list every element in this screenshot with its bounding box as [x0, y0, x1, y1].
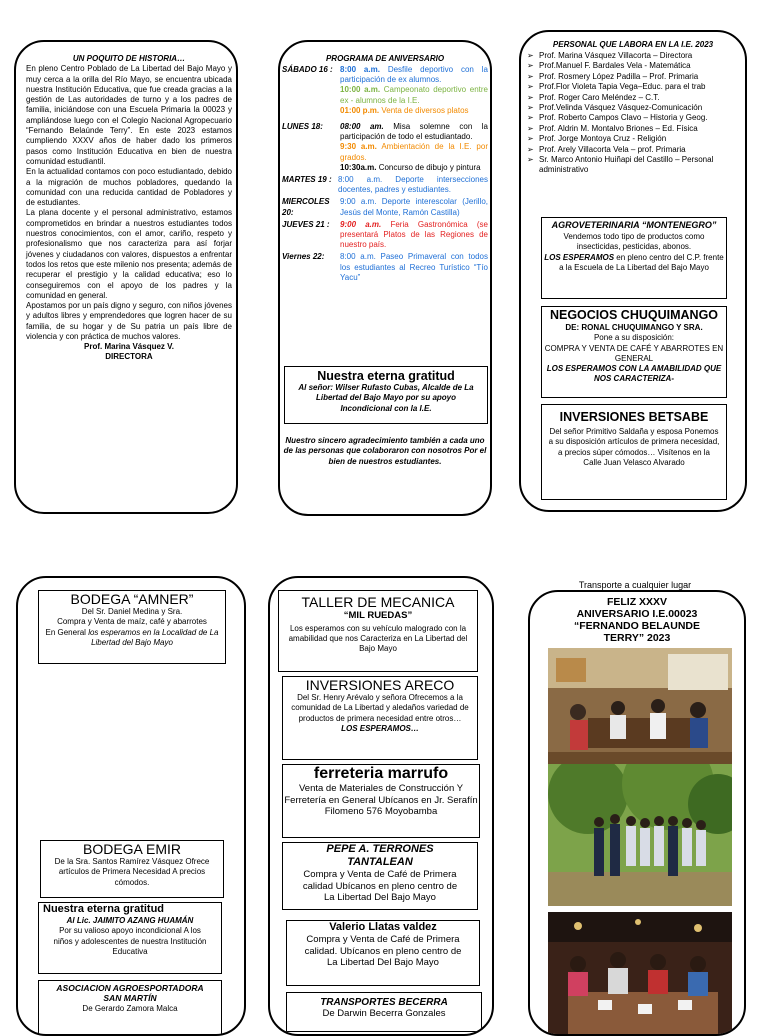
photo-group-outdoors — [548, 764, 732, 906]
bodegas-panel — [16, 576, 246, 1036]
event-time: 9:30 a.m. — [340, 142, 377, 152]
photo-group-image — [548, 764, 732, 906]
event-text: 8:00 a.m. Deporte intersecciones docentes, padres y estudiantes. — [338, 175, 488, 195]
ad-text: los esperamos en la Localidad de La Libertad del Bajo Mayo — [88, 627, 219, 647]
day-label: MIERCOLES 20: — [282, 197, 330, 217]
ad-valerio-llatas — [286, 920, 480, 986]
event-text: Feria Gastronómica (se presentará Platos de las Regiones de nuestro país. — [340, 219, 488, 250]
photo-classroom-image — [548, 648, 732, 782]
staff-item: ➢ Sr. Marco Antonio Huiñapi del Castillo – Personal administrativo — [527, 155, 739, 176]
history-paragraph-1: En pleno Centro Poblado de La Libertad del Bajo Mayo y muy cerca a la orilla del Río Mayo, se encuentra ubicada nuestra Institución Educativa, que fue creada gracias a la gestión de Las autoridades de turno y a los padres de familia, iniciándose con una Escuela Primaria la 00023 y ampliándose luego con el Colegio Nacional Agropecuario “Fernando Belaúnde Terry”. En este 2023 estamos cumpliendo XXXV años de haber dado los primeros pasos como Institución Educativa en bien de nuestra comunidad estudiantil. — [26, 64, 232, 166]
staff-item: ➢ Prof.Velinda Vásquez Vásquez-Comunicación — [527, 103, 739, 113]
ad-title: BODEGA “AMNER” — [70, 591, 194, 607]
ad-title: TALLER DE MECANICA — [301, 594, 455, 610]
event-time: 01:00 p.m. — [340, 105, 380, 115]
ad-text: Los esperamos con su vehículo malogrado con la amabilidad que nos Caracteriza en La Libertad del Bajo Mayo — [288, 623, 468, 654]
day-label: MARTES 19 : — [282, 175, 332, 185]
event-text: Campeonato deportivo entre ex - alumnos de la I.E. — [340, 85, 488, 105]
ad-text: Venta de Materiales de Construcción Y Ferretería en General Ubícanos en Jr. Serafín Filomeno 576 Moyobamba — [284, 783, 478, 817]
history-paragraph-3: La plana docente y el personal administrativo, estamos comprometidos en brindar a nuestros estudiantes todos nuestros conocimientos, con el amor, cariño, respeto y profesionalismo que nos caracteriza para así forjar jóvenes y ciudadanos con valores, dispuestos a enfrentar todos los retos que este milenio nos presenta; además de recuperar el prestigio y la calidad educativa; eso lo conseguiremos con el apoyo de los padres y la comunidad en general. — [26, 208, 232, 300]
ad-text: De la Sra. Santos Ramírez Vásquez Ofrece artículos de Primera Necesidad A precios cómodos. — [54, 857, 210, 887]
event-time: 08:00 am. — [340, 122, 384, 132]
event-time: 8:00 a.m. — [340, 65, 380, 74]
program-day-monday — [282, 122, 488, 173]
staff-item: ➢ Prof. Jorge Montoya Cruz - Religión — [527, 134, 739, 144]
signature-role: DIRECTORA — [105, 352, 153, 362]
staff-item: ➢ Prof. Roger Caro Meléndez – C.T. — [527, 93, 739, 103]
ad-highlight: LOS ESPERAMOS — [544, 252, 615, 262]
day-label: JUEVES 21 : — [282, 219, 330, 229]
thanks-text: Nuestro sincero agradecimiento también a cada uno de las personas que colaboraron con nosotros Por el bien de nuestros estudiantes. — [283, 436, 487, 466]
event-text: Misa solemne con la participación de todo el estudiantado. — [340, 122, 488, 142]
program-day-friday — [282, 252, 488, 283]
gratitude-title: Nuestra eterna gratitud — [317, 369, 455, 383]
signature-name: Prof. Marina Vásquez V. — [84, 342, 174, 352]
ad-text: Del Sr. Henry Arévalo y señora Ofrecemos a la comunidad de La Libertad y aledaños variedad de productos de primera necesidad entre otros… — [291, 693, 469, 723]
ad-inversiones-areco — [282, 676, 478, 760]
ad-pepe-terrones — [282, 842, 478, 910]
anniversary-line: “FERNANDO BELAUNDE — [574, 620, 700, 632]
staff-list — [527, 51, 739, 176]
ad-title: ferreteria marrufo — [313, 765, 449, 782]
ad-text: LOS ESPERAMOS CON LA AMABILIDAD QUE NOS CARACTERIZA- — [546, 364, 722, 384]
event-text: Venta de diversos platos — [379, 105, 469, 115]
ad-title: Valerio Llatas valdez — [329, 921, 437, 933]
event-text: Ambientación de la I.E. por grados. — [340, 142, 488, 162]
ad-text: Del Sr. Daniel Medina y Sra. — [81, 607, 183, 616]
staff-panel — [519, 30, 747, 512]
program-day-tuesday — [282, 175, 488, 195]
ad-title: PEPE A. TERRONES TANTALEAN — [326, 843, 434, 868]
event-text: 9:00 a.m. Deporte interescolar (Jerillo, Jesús del Monte, Ramón Castilla) — [340, 197, 488, 217]
ad-inversiones-betsabe — [541, 404, 727, 500]
ad-title: INVERSIONES ARECO — [305, 677, 455, 693]
ad-text: Compra y Venta de maíz, café y abarrotes — [57, 617, 207, 627]
staff-item: ➢ Prof.Flor Violeta Tapia Vega–Educ. para el trab — [527, 82, 739, 92]
ad-text: COMPRA Y VENTA DE CAFÉ Y ABARROTES EN GENERAL — [544, 343, 724, 363]
staff-item: ➢ Prof.Manuel F. Bardales Vela - Matemática — [527, 61, 739, 71]
ad-ferreteria-marrufo — [282, 764, 480, 838]
gratitude-box-2 — [38, 902, 222, 974]
ad-title: BODEGA EMIR — [82, 841, 182, 857]
ad-owner: De Gerardo Zamora Malca — [82, 1003, 178, 1013]
history-paragraph-2: En la actualidad contamos con poco estudiantado, debido a la migración de muchos pobladores, quedando la comunidad con una reducida cantidad de Pobladores y de estudiantes. — [26, 167, 232, 208]
event-time: 10:00 a.m. — [340, 85, 381, 95]
ad-text: Compra y Venta de Café de Primera calidad Ubícanos en pleno centro de La Libertad Del Bajo Mayo — [302, 869, 458, 903]
ad-bodega-emir — [40, 840, 224, 898]
program-day-wednesday — [282, 197, 488, 217]
gratitude-text: Al señor: Wilser Rufasto Cubas, Alcalde de La Libertad del Bajo Mayo por su apoyo Incondicional con la I.E. — [298, 383, 474, 413]
ad-text: Pone a su disposición: — [593, 333, 675, 343]
ad-text: en pleno centro del C.P. frente a la Escuela de La Libertad del Bajo Mayo — [559, 252, 724, 272]
staff-title: PERSONAL QUE LABORA EN LA I.E. 2023 — [552, 40, 714, 49]
staff-item: ➢ Prof. Arely Villacorta Vela – prof. Primaria — [527, 145, 739, 155]
ad-title: INVERSIONES BETSABE — [559, 410, 709, 424]
program-list — [282, 54, 488, 285]
day-label: LUNES 18: — [282, 122, 323, 132]
anniversary-title — [534, 596, 740, 644]
program-panel — [278, 40, 492, 516]
ad-text: Vendemos todo tipo de productos como insecticidas, pesticidas, abonos. — [563, 232, 705, 252]
ad-subtitle: “MIL RUEDAS” — [343, 610, 413, 621]
event-text: Desfile deportivo con la participación de ex alumnos. — [340, 65, 488, 85]
gratitude-text: Por su valioso apoyo incondicional A los niños y adolescentes de nuestra Institución Educativa — [53, 926, 207, 956]
staff-item: ➢ Prof. Marina Vásquez Villacorta – Directora — [527, 51, 739, 61]
ad-taller-mecanica — [278, 590, 478, 672]
ad-text: Del señor Primitivo Saldaña y esposa Ponemos a su disposición artículos de primera necesidad, a precios súper cómodos… Visítenos en la Calle Juan Velasco Alvarado — [548, 427, 720, 467]
gratitude-box — [284, 366, 488, 424]
history-title: UN POQUITO DE HISTORIA… — [72, 54, 186, 63]
photo-dinner-image — [548, 912, 732, 1036]
event-time: 9:00 a.m. — [340, 219, 382, 229]
program-day-saturday — [282, 65, 488, 116]
history-paragraph-4: Apostamos por un país digno y seguro, con niños jóvenes y adultos libres y emprendedores que logren hacer de su familia, de su hogar y de Su patria un país libre de violencia y con práctica de muchos valores. — [26, 301, 232, 342]
transport-overflow-text: Transporte a cualquier lugar — [578, 580, 692, 590]
staff-item: ➢ Prof. Rosmery López Padilla – Prof. Primaria — [527, 72, 739, 82]
anniversary-line: TERRY” 2023 — [603, 632, 671, 644]
ad-title: ASOCIACION AGROESPORTADORA SAN MARTÍN — [56, 983, 204, 1004]
photo-dinner-celebration — [548, 912, 732, 1036]
staff-item: ➢ Prof. Aldrin M. Montalvo Briones – Ed. Física — [527, 124, 739, 134]
ad-negocios-chuquimango — [541, 306, 727, 398]
ad-text: Compra y Venta de Café de Primera calidad. Ubícanos en pleno centro de La Libertad Del Bajo Mayo — [304, 934, 462, 968]
program-title: PROGRAMA DE ANIVERSARIO — [325, 54, 445, 63]
ad-bodega-amner — [38, 590, 226, 664]
history-panel — [14, 40, 238, 514]
anniversary-line: ANIVERSARIO I.E.00023 — [576, 608, 698, 620]
ad-owner: DE: RONAL CHUQUIMANGO Y SRA. — [565, 323, 703, 332]
gratitude-title: Nuestra eterna gratitud — [43, 903, 165, 915]
event-text: Concurso de dibujo y pintura — [376, 162, 481, 172]
cover-panel — [528, 590, 746, 1036]
program-day-thursday — [282, 220, 488, 251]
staff-section — [527, 40, 739, 176]
ad-asociacion — [38, 980, 222, 1036]
day-label: Viernes 22: — [282, 252, 325, 262]
event-text: 8:00 a.m. Paseo Primaveral con todos los estudiantes al Recreo Turístico “Tío Yacu” — [340, 252, 488, 282]
ad-title: TRANSPORTES BECERRA — [320, 997, 448, 1008]
photo-classroom-meeting — [548, 648, 732, 782]
day-label: SÁBADO 16 : — [282, 65, 333, 74]
ad-closing: LOS ESPERAMOS… — [341, 723, 419, 733]
ad-text: De Darwin Becerra Gonzales — [322, 1008, 446, 1019]
ad-transportes-becerra — [286, 992, 482, 1032]
ad-title: AGROVETERINARIA “MONTENEGRO” — [551, 220, 717, 230]
businesses-panel — [268, 576, 494, 1036]
gratitude-name: Al Lic. JAIMITO AZANG HUAMÁN — [66, 916, 194, 925]
history-text — [26, 54, 232, 362]
anniversary-line: FELIZ XXXV — [606, 596, 668, 608]
event-time: 10:30a.m. — [340, 162, 377, 172]
staff-item: ➢ Prof. Roberto Campos Clavo – Historia y Geog. — [527, 113, 739, 123]
ad-title: NEGOCIOS CHUQUIMANGO — [549, 308, 719, 322]
ad-text: En General — [45, 627, 89, 637]
ad-agroveterinaria — [541, 217, 727, 299]
